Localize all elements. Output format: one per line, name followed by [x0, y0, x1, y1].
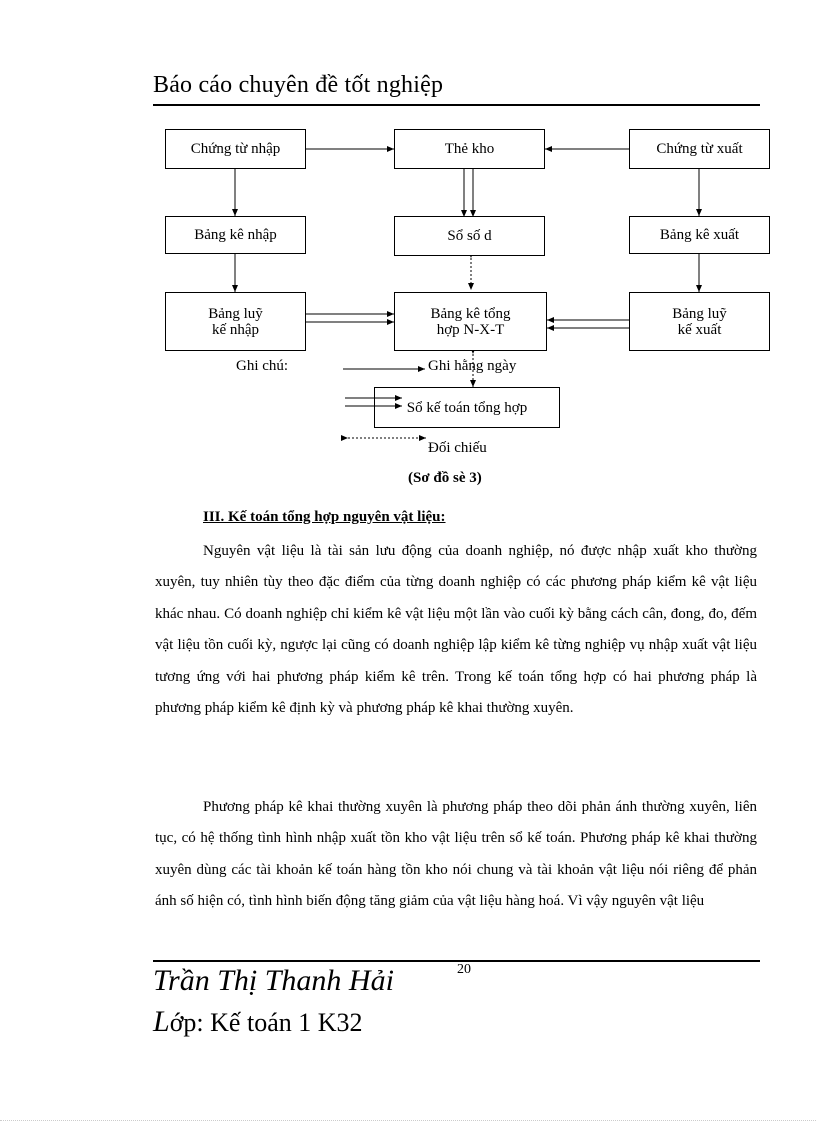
legend-daily: Ghi hằng ngày — [428, 358, 517, 374]
paragraph-1: Nguyên vật liệu là tài sản lưu động của doanh nghiệp, nó được nhập xuất kho thường xuyên, tuy nhiên tùy theo đặc điểm của từng doanh nghiệp có các phương pháp kiểm kê vật liệu khác nhau. Có doanh nghiệp chỉ kiểm kê vật liệu một lần vào cuối kỳ bằng cách cân, đong, đo, đếm vật liệu tồn cuối kỳ, ngược lại cũng có doanh nghiệp lập kiểm kê từng nghiệp vụ nhập xuất vật liệu tương ứng với hai phương pháp kiểm kê trên. Trong kế toán tổng hợp có hai phương pháp là phương pháp kiểm kê định kỳ và phương pháp kê khai thường xuyên. — [155, 543, 757, 717]
class-text: ớp: Kế toán 1 K32 — [169, 1008, 363, 1037]
box-the-kho: Thẻ kho — [394, 129, 545, 169]
class-initial: L — [153, 1005, 170, 1038]
box-bang-ke-nhap: Bảng kê nhập — [165, 216, 306, 254]
flow-diagram — [0, 0, 816, 500]
page-bottom-divider — [0, 1120, 816, 1121]
author-name: Trần Thị Thanh Hải — [153, 964, 394, 997]
page-number: 20 — [457, 962, 471, 977]
document-title: Báo cáo chuyên đề tốt nghiệp — [153, 72, 444, 98]
legend-reconcile: Đối chiếu — [428, 440, 487, 456]
box-bang-luy-ke-xuat: Bảng luỹ kế xuất — [629, 292, 770, 351]
box-bang-ke-tong-hop: Bảng kê tổng hợp N-X-T — [394, 292, 547, 351]
box-so-so-d: Sổ số d — [394, 216, 545, 256]
legend-title: Ghi chú: — [236, 358, 289, 374]
box-bang-ke-xuat: Bảng kê xuất — [629, 216, 770, 254]
box-bang-luy-ke-nhap: Bảng luỹ kế nhập — [165, 292, 306, 351]
box-chung-tu-nhap: Chứng từ nhập — [165, 129, 306, 169]
paragraph-2: Phương pháp kê khai thường xuyên là phương pháp theo dõi phản ánh thường xuyên, liên tục, có hệ thống tình hình nhập xuất tồn kho vật liệu trên sổ kế toán. Phương pháp kê khai thường xuyên dùng các tài khoản kế toán hàng tồn kho nói chung và tài khoản vật liệu nói riêng để phản ánh số hiện có, tình hình biến động tăng giảm của vật liệu hàng hoá. Vì vậy nguyên vật liệu — [155, 799, 757, 910]
class-line — [153, 1005, 363, 1039]
diagram-caption: (Sơ đồ sè 3) — [408, 470, 482, 486]
section-heading: III. Kế toán tổng hợp nguyên vật liệu: — [203, 509, 446, 525]
box-so-ke-toan-tong-hop: Sổ kế toán tổng hợp — [374, 387, 560, 428]
box-chung-tu-xuat: Chứng từ xuất — [629, 129, 770, 169]
